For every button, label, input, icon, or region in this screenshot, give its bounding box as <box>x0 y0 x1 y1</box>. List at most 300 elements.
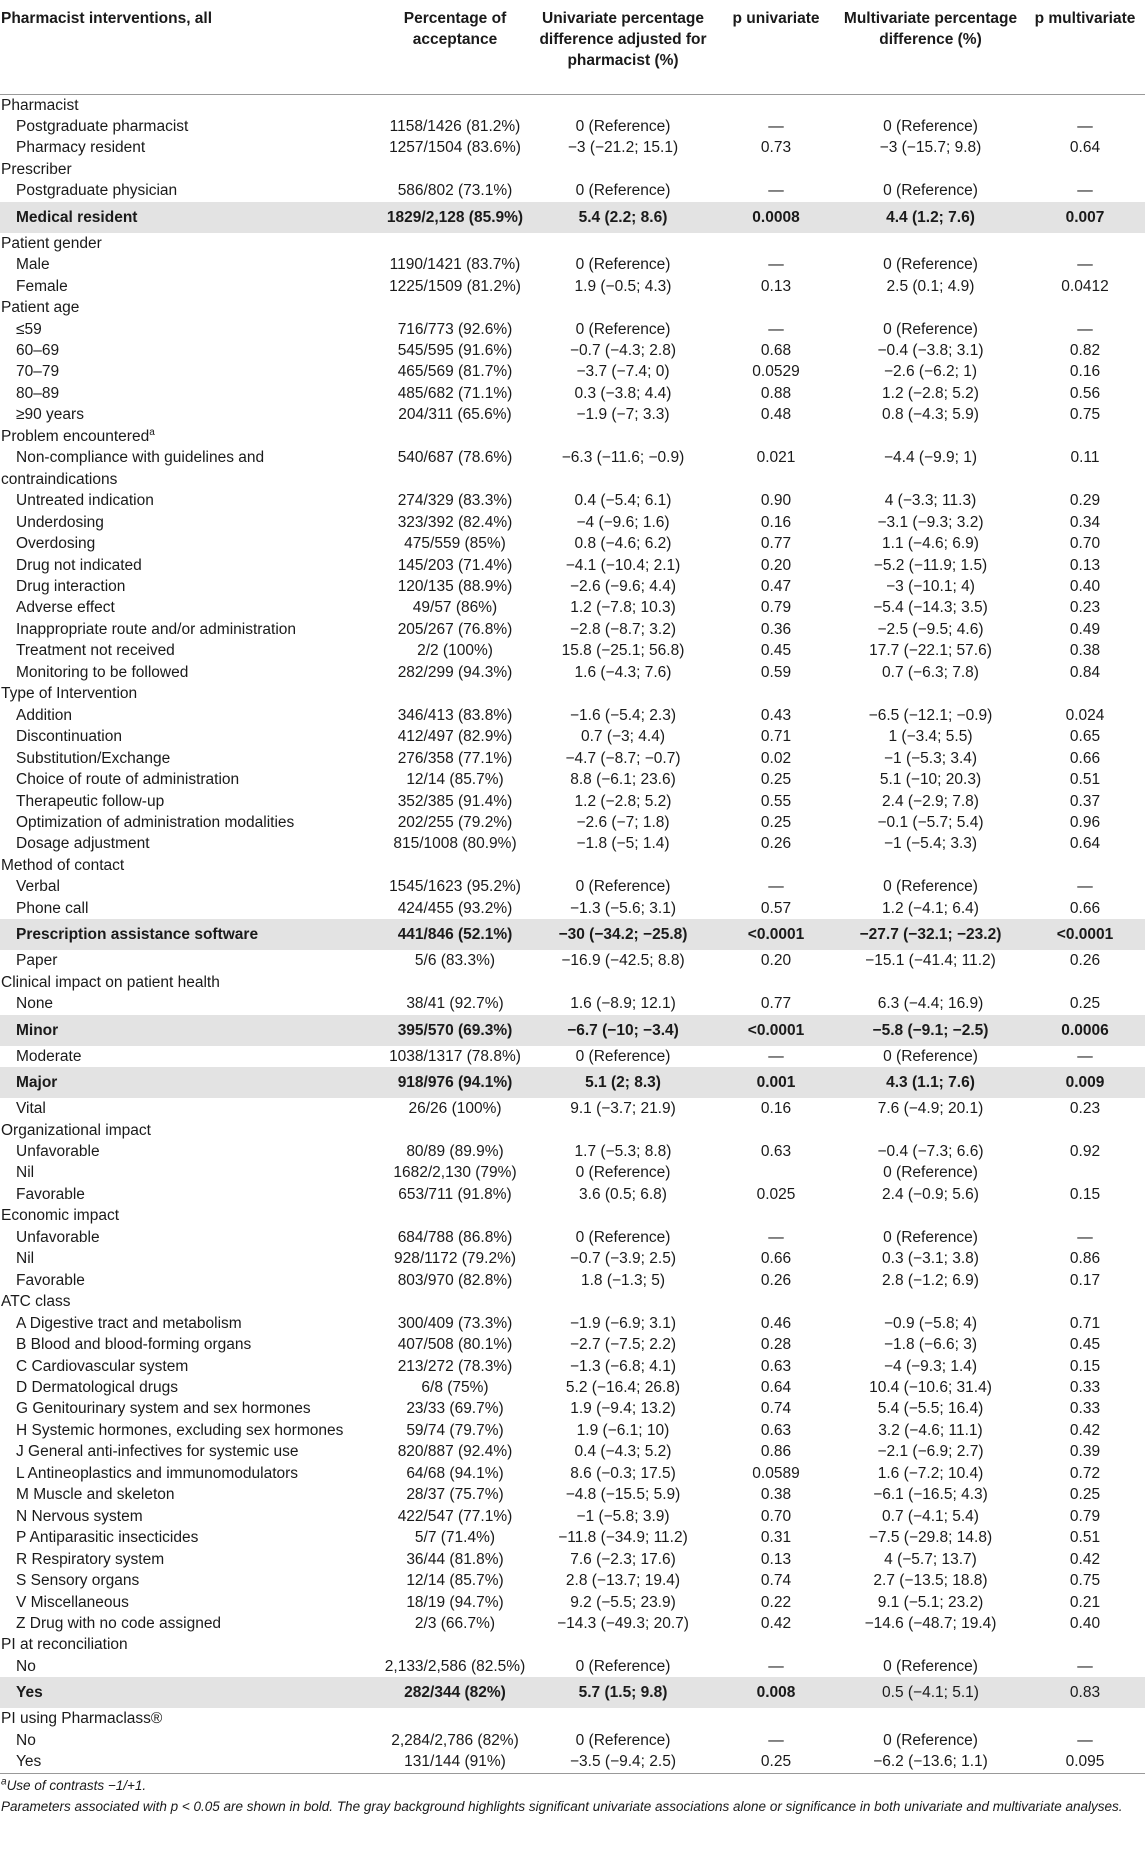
p-multivariate-cell: 0.37 <box>1069 792 1101 810</box>
row-label-text: Moderate <box>16 1047 82 1065</box>
acceptance-cell <box>380 297 530 318</box>
row-label-text: Medical resident <box>16 208 138 226</box>
acceptance-cell: 202/255 (79.2%) <box>397 814 513 831</box>
row-label-text: Verbal <box>16 878 60 896</box>
table-row <box>0 1420 1145 1441</box>
p-univariate-cell: 0.20 <box>760 952 792 970</box>
p-univariate-cell: 0.79 <box>760 599 792 617</box>
row-label-text: 60–69 <box>16 342 60 360</box>
p-multivariate-cell: 0.095 <box>1025 1751 1145 1773</box>
multivariate-cell: 4 (−3.3; 11.3) <box>884 492 977 510</box>
univariate-cell <box>530 159 716 180</box>
row-label <box>0 447 380 468</box>
multivariate-cell: 0 (Reference) <box>883 1657 978 1675</box>
table-section-row <box>0 1291 1145 1312</box>
univariate-cell: −6.3 (−11.6; −0.9) <box>561 449 685 467</box>
row-label <box>0 116 380 137</box>
univariate-cell <box>530 855 716 876</box>
row-label-text: Paper <box>16 952 58 970</box>
row-label <box>0 1592 380 1613</box>
table-row <box>0 1549 1145 1570</box>
multivariate-cell: −1.8 (−6.6; 3) <box>883 1336 978 1354</box>
table-row <box>0 180 1145 201</box>
p-univariate-cell: 0.0589 <box>752 1464 800 1482</box>
univariate-cell: 1.8 (−1.3; 5) <box>580 1271 665 1289</box>
row-label <box>0 1046 380 1067</box>
row-label-text: Addition <box>16 706 73 724</box>
p-univariate-cell: <0.0001 <box>716 919 836 950</box>
acceptance-cell: 684/788 (86.8%) <box>397 1228 513 1246</box>
multivariate-cell: 2.4 (−0.9; 5.6) <box>882 1185 979 1203</box>
header-acceptance: Percentage of acceptance <box>380 0 530 94</box>
acceptance-cell <box>380 233 530 254</box>
acceptance-cell: 23/33 (69.7%) <box>406 1400 504 1418</box>
row-label <box>0 180 380 201</box>
multivariate-cell: −4.4 (−9.9; 1) <box>883 449 978 467</box>
multivariate-cell: −15.1 (−41.4; 11.2) <box>865 952 996 970</box>
row-label <box>0 1463 380 1484</box>
row-label <box>0 1067 380 1098</box>
acceptance-cell: 815/1008 (80.9%) <box>393 835 517 853</box>
p-multivariate-cell: 0.23 <box>1069 1100 1101 1118</box>
multivariate-cell: 2.8 (−1.2; 6.9) <box>882 1271 979 1289</box>
p-multivariate-cell <box>1025 159 1145 180</box>
table-row <box>0 769 1145 790</box>
univariate-cell: 1.2 (−7.8; 10.3) <box>570 599 676 617</box>
multivariate-cell: 0 (Reference) <box>883 182 978 200</box>
row-label-text: Patient gender <box>1 234 102 252</box>
multivariate-cell: −0.4 (−3.8; 3.1) <box>877 342 984 360</box>
row-label <box>0 1506 380 1527</box>
p-multivariate-cell: 0.84 <box>1069 663 1101 681</box>
p-univariate-cell: 0.25 <box>716 1751 836 1773</box>
row-label <box>0 383 380 404</box>
univariate-cell: −1.3 (−5.6; 3.1) <box>570 899 676 917</box>
univariate-cell: 0 (Reference) <box>575 878 671 896</box>
p-univariate-cell <box>716 159 836 180</box>
multivariate-cell: −27.7 (−32.1; −23.2) <box>836 919 1025 950</box>
p-multivariate-cell: 0.42 <box>1069 1421 1101 1439</box>
acceptance-cell: 465/569 (81.7%) <box>397 363 513 381</box>
multivariate-cell <box>836 94 1025 116</box>
table-section-row <box>0 469 1145 490</box>
multivariate-cell: −6.5 (−12.1; −0.9) <box>868 706 993 724</box>
multivariate-cell <box>836 1291 1025 1312</box>
p-univariate-cell <box>716 1162 836 1183</box>
univariate-cell: 0 (Reference) <box>575 1228 671 1246</box>
univariate-cell <box>530 94 716 116</box>
row-label-text: Optimization of administration modalities <box>16 814 295 831</box>
univariate-cell: −11.8 (−34.9; 11.2) <box>558 1529 688 1547</box>
univariate-cell: −1.8 (−5; 1.4) <box>576 835 670 853</box>
p-multivariate-cell: 0.72 <box>1069 1464 1101 1482</box>
acceptance-cell: 475/559 (85%) <box>404 535 506 553</box>
acceptance-cell <box>380 855 530 876</box>
row-label-text: PI using Pharmaclass® <box>1 1710 163 1728</box>
row-label-text: Economic impact <box>1 1207 120 1225</box>
univariate-cell: 0.4 (−4.3; 5.2) <box>574 1443 672 1461</box>
acceptance-cell: 131/144 (91%) <box>380 1751 530 1773</box>
univariate-cell: 5.2 (−16.4; 26.8) <box>565 1378 681 1396</box>
p-univariate-cell: 0.48 <box>760 406 792 424</box>
table-row <box>0 1398 1145 1419</box>
p-univariate-cell: 0.45 <box>760 642 792 660</box>
univariate-cell: −0.7 (−4.3; 2.8) <box>570 342 676 360</box>
acceptance-cell: 274/329 (83.3%) <box>397 492 513 510</box>
table-row <box>0 1570 1145 1591</box>
row-label-text: M Muscle and skeleton <box>16 1486 175 1504</box>
row-label <box>0 1184 380 1205</box>
multivariate-cell: 4 (−5.7; 13.7) <box>884 1550 977 1568</box>
section-label <box>0 426 380 447</box>
p-univariate-cell: 0.22 <box>760 1593 792 1611</box>
univariate-cell: −6.7 (−10; −3.4) <box>530 1015 716 1046</box>
table-row <box>0 137 1145 158</box>
row-label-text: Drug interaction <box>16 578 126 596</box>
univariate-cell: −3 (−21.2; 15.1) <box>567 139 679 157</box>
p-multivariate-cell: — <box>1077 1731 1093 1749</box>
univariate-cell: 0.8 (−4.6; 6.2) <box>574 535 672 553</box>
acceptance-cell: 18/19 (94.7%) <box>406 1593 504 1611</box>
multivariate-cell: 4.4 (1.2; 7.6) <box>836 202 1025 233</box>
univariate-cell: −30 (−34.2; −25.8) <box>530 919 716 950</box>
univariate-cell: 2.8 (−13.7; 19.4) <box>565 1572 681 1590</box>
row-label <box>0 254 380 275</box>
p-multivariate-cell <box>1025 94 1145 116</box>
multivariate-cell: −0.9 (−5.8; 4) <box>883 1314 978 1332</box>
multivariate-cell: 0.3 (−3.1; 3.8) <box>882 1250 979 1268</box>
table-row <box>0 576 1145 597</box>
section-label <box>0 1120 380 1141</box>
multivariate-cell: −5.8 (−9.1; −2.5) <box>836 1015 1025 1046</box>
univariate-cell: 8.8 (−6.1; 23.6) <box>570 771 676 789</box>
section-label <box>0 1708 380 1729</box>
multivariate-cell <box>836 1708 1025 1729</box>
p-multivariate-cell: 0.007 <box>1025 202 1145 233</box>
table-row <box>0 791 1145 812</box>
table-section-row <box>0 297 1145 318</box>
p-multivariate-cell: 0.11 <box>1070 449 1100 467</box>
multivariate-cell <box>836 683 1025 704</box>
multivariate-cell: 1.2 (−4.1; 6.4) <box>882 899 979 917</box>
table-section-row <box>0 159 1145 180</box>
multivariate-cell: −3.1 (−9.3; 3.2) <box>877 513 984 531</box>
multivariate-cell <box>836 426 1025 447</box>
p-multivariate-cell: — <box>1077 1228 1093 1246</box>
table-row <box>0 993 1145 1014</box>
row-label-text: 80–89 <box>16 384 60 402</box>
table-section-row <box>0 426 1145 447</box>
p-multivariate-cell <box>1025 972 1145 993</box>
footnote-significance: Parameters associated with p < 0.05 are shown in bold. The gray background highlights significant univariate associations alone or significance in both univariate and multivariate analyses. <box>1 1798 1123 1814</box>
univariate-cell: 0 (Reference) <box>575 1047 671 1065</box>
row-label-text: Therapeutic follow-up <box>16 792 165 810</box>
row-label-text: Drug not indicated <box>16 556 142 574</box>
p-multivariate-cell: — <box>1077 117 1093 135</box>
table-row <box>0 833 1145 854</box>
p-multivariate-cell: 0.024 <box>1065 706 1105 724</box>
table-row <box>0 726 1145 747</box>
acceptance-cell: 2/3 (66.7%) <box>414 1614 496 1632</box>
multivariate-cell: −0.1 (−5.7; 5.4) <box>877 814 984 831</box>
multivariate-cell: −5.2 (−11.9; 1.5) <box>873 556 988 574</box>
row-label-text: Minor <box>16 1021 59 1039</box>
p-univariate-cell: 0.31 <box>760 1529 792 1547</box>
p-multivariate-cell: — <box>1077 1657 1093 1675</box>
multivariate-cell: 5.1 (−10; 20.3) <box>879 771 982 789</box>
multivariate-cell <box>836 1120 1025 1141</box>
acceptance-cell: 6/8 (75%) <box>421 1378 489 1396</box>
univariate-cell <box>530 1205 716 1226</box>
row-label <box>0 1420 380 1441</box>
acceptance-cell: 716/773 (92.6%) <box>397 320 513 338</box>
p-multivariate-cell <box>1025 1205 1145 1226</box>
p-univariate-cell: 0.70 <box>760 1507 792 1525</box>
row-label-text: Problem encountered <box>1 427 150 445</box>
univariate-cell: 7.6 (−2.3; 17.6) <box>570 1550 676 1568</box>
section-label <box>0 233 380 254</box>
header-p-multivariate: p multivariate <box>1025 0 1145 94</box>
table-row <box>0 533 1145 554</box>
footnote-a-text: Use of contrasts −1/+1. <box>6 1777 147 1793</box>
multivariate-cell <box>836 855 1025 876</box>
p-univariate-cell: 0.28 <box>760 1336 792 1354</box>
acceptance-cell <box>380 1634 530 1655</box>
row-label-text: H Systemic hormones, excluding sex hormones <box>16 1421 344 1439</box>
p-multivariate-cell: 0.42 <box>1069 1550 1101 1568</box>
row-label-text: None <box>16 995 54 1013</box>
p-multivariate-cell: 0.15 <box>1069 1357 1101 1375</box>
acceptance-cell: 36/44 (81.8%) <box>406 1550 504 1568</box>
acceptance-cell: 412/497 (82.9%) <box>397 728 513 746</box>
row-label <box>0 1730 380 1751</box>
acceptance-cell: 485/682 (71.1%) <box>397 384 513 402</box>
acceptance-cell: 282/344 (82%) <box>380 1677 530 1708</box>
p-multivariate-cell: 0.25 <box>1069 995 1101 1013</box>
row-label-text: Method of contact <box>1 856 125 874</box>
multivariate-cell: 0 (Reference) <box>883 256 978 274</box>
header-interventions: Pharmacist interventions, all <box>0 0 380 94</box>
univariate-cell <box>530 1120 716 1141</box>
multivariate-cell: −3 (−15.7; 9.8) <box>879 139 982 157</box>
multivariate-cell: 0 (Reference) <box>883 1228 978 1246</box>
table-row <box>0 1377 1145 1398</box>
p-univariate-cell: 0.26 <box>760 835 792 853</box>
p-univariate-cell: 0.47 <box>760 578 792 596</box>
acceptance-cell: 407/508 (80.1%) <box>397 1336 513 1354</box>
p-univariate-cell: 0.59 <box>760 663 792 681</box>
table-section-row <box>0 233 1145 254</box>
univariate-cell: −3.7 (−7.4; 0) <box>576 363 670 381</box>
univariate-cell: 1.9 (−0.5; 4.3) <box>574 277 672 295</box>
acceptance-cell: 120/135 (88.9%) <box>397 578 513 596</box>
table-row <box>0 1067 1145 1098</box>
multivariate-cell: −5.4 (−14.3; 3.5) <box>873 599 988 617</box>
row-label-text: Yes <box>16 1753 42 1771</box>
acceptance-cell: 441/846 (52.1%) <box>380 919 530 950</box>
row-label <box>0 1570 380 1591</box>
p-multivariate-cell: 0.23 <box>1069 599 1101 617</box>
multivariate-cell: 2.5 (0.1; 4.9) <box>886 277 975 295</box>
p-multivariate-cell: 0.0412 <box>1061 277 1109 295</box>
row-label-text: R Respiratory system <box>16 1550 165 1568</box>
p-multivariate-cell: — <box>1077 1047 1093 1065</box>
row-label-text: Overdosing <box>16 535 96 553</box>
row-label <box>0 748 380 769</box>
acceptance-cell: 12/14 (85.7%) <box>406 1572 504 1590</box>
univariate-cell: 0.3 (−3.8; 4.4) <box>574 384 672 402</box>
p-univariate-cell: 0.55 <box>760 792 792 810</box>
table-row <box>0 383 1145 404</box>
row-label <box>0 1334 380 1355</box>
multivariate-cell: 17.7 (−22.1; 57.6) <box>869 642 992 660</box>
row-label <box>0 1227 380 1248</box>
section-label <box>0 1205 380 1226</box>
univariate-cell: −3.5 (−9.4; 2.5) <box>530 1751 716 1773</box>
acceptance-cell: 2/2 (100%) <box>417 642 493 660</box>
p-multivariate-cell <box>1025 1162 1145 1183</box>
row-label-text: Z Drug with no code assigned <box>16 1614 222 1632</box>
header-p-univariate: p univariate <box>716 0 836 94</box>
acceptance-cell: 2,284/2,786 (82%) <box>391 1731 519 1749</box>
row-label-text: C Cardiovascular system <box>16 1357 189 1375</box>
p-multivariate-cell <box>1025 1120 1145 1141</box>
row-label <box>0 1751 380 1773</box>
p-univariate-cell: 0.63 <box>760 1421 792 1439</box>
p-multivariate-cell: 0.92 <box>1069 1142 1101 1160</box>
acceptance-cell: 12/14 (85.7%) <box>406 771 504 789</box>
row-label <box>0 276 380 297</box>
p-multivariate-cell: — <box>1077 320 1093 338</box>
acceptance-cell: 145/203 (71.4%) <box>397 556 513 574</box>
acceptance-cell <box>380 426 530 447</box>
row-label-text: Favorable <box>16 1271 85 1289</box>
row-label-text: Unfavorable <box>16 1228 100 1246</box>
table-row <box>0 1098 1145 1119</box>
univariate-cell: 1.9 (−6.1; 10) <box>576 1421 670 1439</box>
p-univariate-cell: 0.63 <box>760 1357 792 1375</box>
acceptance-cell <box>380 972 530 993</box>
row-label-text: Patient age <box>1 299 80 317</box>
row-label-text: N Nervous system <box>16 1507 143 1525</box>
p-multivariate-cell: 0.38 <box>1069 642 1101 660</box>
multivariate-cell: 1.6 (−7.2; 10.4) <box>877 1464 984 1482</box>
row-label-text: ATC class <box>1 1293 71 1311</box>
univariate-cell: −1 (−5.8; 3.9) <box>576 1507 670 1525</box>
univariate-cell: −1.6 (−5.4; 2.3) <box>570 706 676 724</box>
row-label <box>0 1398 380 1419</box>
table-section-row <box>0 855 1145 876</box>
row-label-text: Nil <box>16 1250 35 1268</box>
row-label <box>0 640 380 661</box>
row-label <box>0 705 380 726</box>
p-univariate-cell <box>716 1205 836 1226</box>
row-label <box>0 555 380 576</box>
multivariate-cell: −2.6 (−6.2; 1) <box>883 363 978 381</box>
p-multivariate-cell: 0.13 <box>1069 556 1101 574</box>
univariate-cell: −2.6 (−7; 1.8) <box>576 814 670 831</box>
p-univariate-cell <box>716 1708 836 1729</box>
acceptance-cell: 38/41 (92.7%) <box>406 995 504 1013</box>
row-label <box>0 1270 380 1291</box>
multivariate-cell: −4 (−9.3; 1.4) <box>883 1357 978 1375</box>
p-univariate-cell: — <box>768 1228 784 1246</box>
multivariate-cell <box>836 469 1025 490</box>
p-univariate-cell: 0.74 <box>760 1400 792 1418</box>
row-label <box>0 876 380 897</box>
p-multivariate-cell: 0.40 <box>1069 1614 1101 1632</box>
row-label <box>0 1549 380 1570</box>
multivariate-cell: 0 (Reference) <box>883 1164 978 1182</box>
univariate-cell: 1.9 (−9.4; 13.2) <box>570 1400 676 1418</box>
p-univariate-cell: 0.46 <box>760 1314 792 1332</box>
row-label <box>0 361 380 382</box>
p-multivariate-cell: 0.79 <box>1069 1507 1101 1525</box>
row-label-text: Untreated indication <box>16 492 154 510</box>
row-label-text: Male <box>16 256 50 274</box>
acceptance-cell: 49/57 (86%) <box>412 599 498 617</box>
table-row <box>0 1730 1145 1751</box>
univariate-cell: 1.2 (−2.8; 5.2) <box>574 792 672 810</box>
p-univariate-cell <box>716 469 836 490</box>
univariate-cell: 0 (Reference) <box>575 256 671 274</box>
table-header-row <box>0 0 1145 94</box>
univariate-cell: −16.9 (−42.5; 8.8) <box>561 952 685 970</box>
row-label-text: G Genitourinary system and sex hormones <box>16 1400 311 1418</box>
univariate-cell: −2.6 (−9.6; 4.4) <box>570 578 676 596</box>
row-label-text: No <box>16 1657 36 1675</box>
table-row <box>0 447 1145 468</box>
p-multivariate-cell: 0.71 <box>1069 1314 1101 1332</box>
table-row <box>0 1270 1145 1291</box>
acceptance-cell: 26/26 (100%) <box>408 1100 502 1118</box>
row-label <box>0 1141 380 1162</box>
univariate-cell: −14.3 (−49.3; 20.7) <box>557 1614 689 1632</box>
multivariate-cell: 1.1 (−4.6; 6.9) <box>882 535 979 553</box>
acceptance-cell: 545/595 (91.6%) <box>397 342 513 360</box>
row-label-text: Adverse effect <box>16 599 115 617</box>
section-label <box>0 972 380 993</box>
table-row <box>0 1141 1145 1162</box>
multivariate-cell <box>836 1634 1025 1655</box>
row-label <box>0 512 380 533</box>
p-multivariate-cell: — <box>1077 256 1093 274</box>
p-univariate-cell: 0.13 <box>760 277 792 295</box>
row-label-text: Inappropriate route and/or administration <box>16 620 297 638</box>
acceptance-cell: 1225/1509 (81.2%) <box>389 277 521 295</box>
univariate-cell: −2.8 (−8.7; 3.2) <box>570 620 676 638</box>
p-multivariate-cell: — <box>1077 878 1093 896</box>
table-row <box>0 202 1145 233</box>
row-label <box>0 1613 380 1634</box>
multivariate-cell: 0 (Reference) <box>883 1047 978 1065</box>
acceptance-cell: 64/68 (94.1%) <box>406 1464 504 1482</box>
p-multivariate-cell: 0.75 <box>1069 1572 1101 1590</box>
acceptance-cell: 928/1172 (79.2%) <box>393 1250 517 1268</box>
table-row <box>0 597 1145 618</box>
p-multivariate-cell: 0.39 <box>1069 1443 1101 1461</box>
p-multivariate-cell: 0.33 <box>1069 1378 1101 1396</box>
row-label-text: Choice of route of administration <box>16 771 240 789</box>
p-multivariate-cell <box>1025 683 1145 704</box>
acceptance-cell: 422/547 (77.1%) <box>397 1507 513 1525</box>
table-row <box>0 1184 1145 1205</box>
row-label <box>0 1677 380 1708</box>
row-label <box>0 1656 380 1677</box>
p-univariate-cell: 0.43 <box>760 706 792 724</box>
univariate-cell: −0.7 (−3.9; 2.5) <box>570 1250 676 1268</box>
row-label-text: ≥90 years <box>16 406 84 424</box>
